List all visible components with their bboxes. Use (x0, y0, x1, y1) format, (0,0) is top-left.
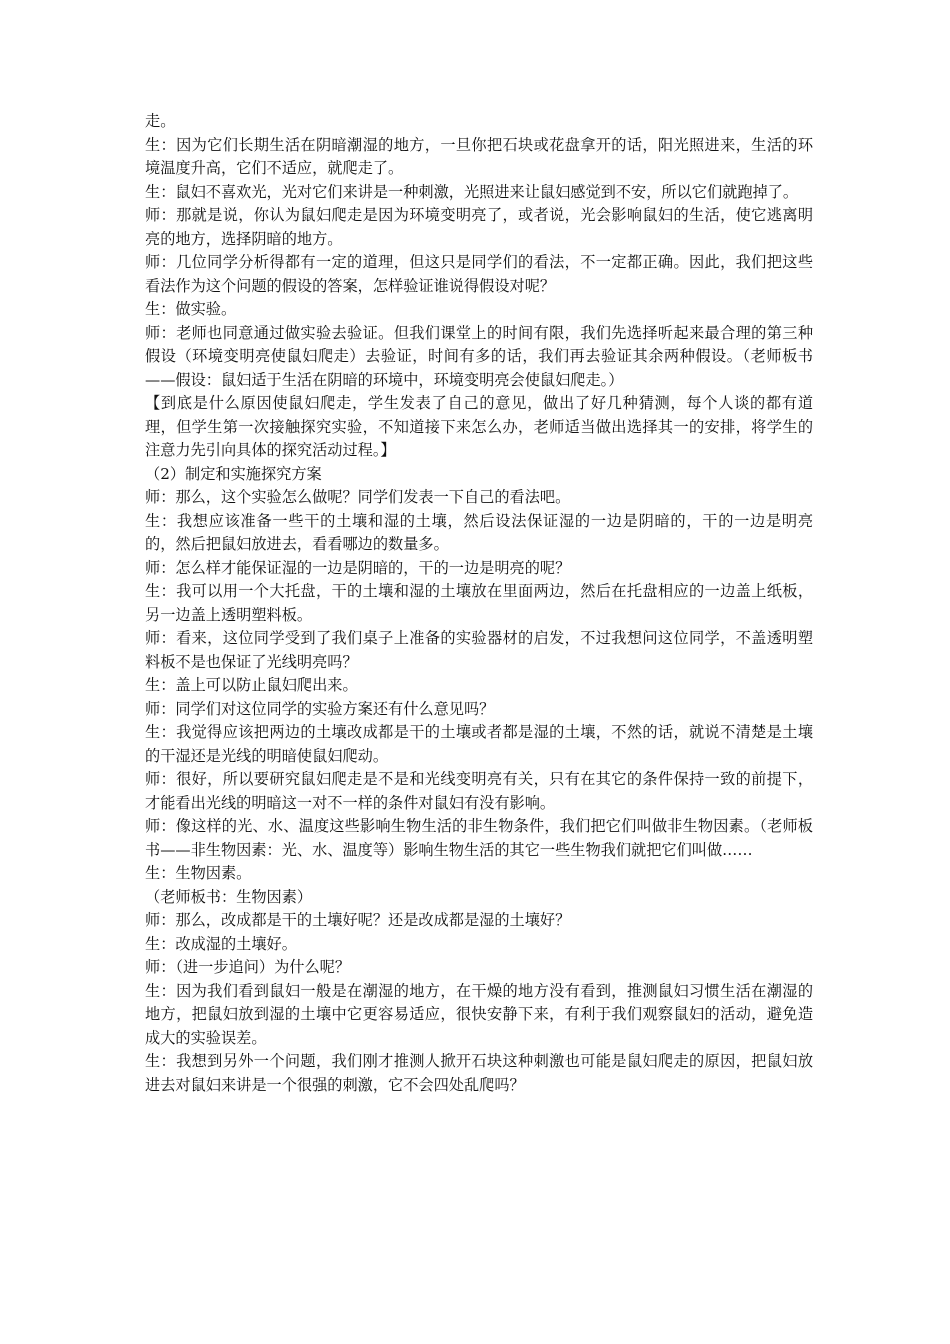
paragraph-teacher-10: 师：那么，改成都是干的土壤好呢？还是改成都是湿的土壤好？ (145, 911, 571, 929)
paragraph-teacher-5: 师：怎么样才能保证湿的一边是阴暗的，干的一边是明亮的呢？ (145, 558, 571, 577)
paragraph-student-6: 生：盖上可以防止鼠妇爬出来。 (145, 676, 358, 694)
paragraph-continuation: 走。 (145, 112, 176, 130)
document-body (145, 110, 813, 1097)
paragraph-teacher-8: 师：很好，所以要研究鼠妇爬走是不是和光线变明亮有关，只有在其它的条件保持一致的前提下，才能看出光线的明暗这一对不一样的条件对鼠妇有没有影响。 (145, 770, 813, 812)
paragraph-student-11: 生：我想到另外一个问题，我们刚才推测人掀开石块这种刺激也可能是鼠妇爬走的原因，把鼠妇放进去对鼠妇来讲是一个很强的刺激，它不会四处乱爬吗？ (145, 1052, 813, 1094)
section-heading: （2）制定和实施探究方案 (145, 464, 322, 483)
paragraph-teacher-11: 师：（进一步追问）为什么呢？ (145, 958, 351, 976)
paragraph-student-7: 生：我觉得应该把两边的土壤改成都是干的土壤或者都是湿的土壤，不然的话，就说不清楚是土壤的干湿还是光线的明暗使鼠妇爬动。 (145, 723, 813, 765)
paragraph-student-9: 生：改成湿的土壤好。 (145, 934, 297, 953)
paragraph-teacher-2: 师：几位同学分析得都有一定的道理，但这只是同学们的看法，不一定都正确。因此，我们把这些看法作为这个问题的假设的答案，怎样验证谁说得假设对呢？ (145, 253, 813, 295)
paragraph-student-8: 生：生物因素。 (145, 864, 252, 882)
paragraph-teacher-1: 师：那就是说，你认为鼠妇爬走是因为环境变明亮了，或者说，光会影响鼠妇的生活，使它逃离明亮的地方，选择阴暗的地方。 (145, 206, 813, 248)
paragraph-student-1: 生：因为它们长期生活在阴暗潮湿的地方，一旦你把石块或花盘拿开的话，阳光照进来，生活的环境温度升高，它们不适应，就爬走了。 (145, 135, 813, 177)
paragraph-commentary: 【到底是什么原因使鼠妇爬走，学生发表了自己的意见，做出了好几种猜测，每个人谈的都有道理，但学生第一次接触探究实验，不知道接下来怎么办，老师适当做出选择其一的安排，将学生的注意力先引向具体的探究活动过程。】 (145, 394, 813, 459)
paragraph-student-4: 生：我想应该准备一些干的土壤和湿的土壤，然后设法保证湿的一边是阴暗的，干的一边是明亮的，然后把鼠妇放进去，看看哪边的数量多。 (145, 511, 813, 553)
paragraph-student-3: 生：做实验。 (145, 300, 237, 318)
paragraph-teacher-7: 师：同学们对这位同学的实验方案还有什么意见吗？ (145, 699, 495, 718)
paragraph-student-10: 生：因为我们看到鼠妇一般是在潮湿的地方，在干燥的地方没有看到，推测鼠妇习惯生活在潮湿的地方，把鼠妇放到湿的土壤中它更容易适应，很快安静下来，有利于我们观察鼠妇的活动，避免造成大的实验误差。 (145, 981, 813, 1047)
paragraph-board-note: （老师板书：生物因素） (145, 887, 313, 906)
paragraph-teacher-6: 师：看来，这位同学受到了我们桌子上准备的实验器材的启发，不过我想问这位同学，不盖透明塑料板不是也保证了光线明亮吗？ (145, 629, 813, 671)
paragraph-teacher-3: 师：老师也同意通过做实验去验证。但我们课堂上的时间有限，我们先选择听起来最合理的第三种假设（环境变明亮使鼠妇爬走）去验证，时间有多的话，我们再去验证其余两种假设。（老师板书——假设：鼠妇适于生活在阴暗的环境中，环境变明亮会使鼠妇爬走。） (145, 323, 813, 389)
paragraph-teacher-9: 师：像这样的光、水、温度这些影响生物生活的非生物条件，我们把它们叫做非生物因素。（老师板书——非生物因素：光、水、温度等）影响生物生活的其它一些生物我们就把它们叫做…… (145, 817, 813, 859)
paragraph-student-5: 生：我可以用一个大托盘，干的土壤和湿的土壤放在里面两边，然后在托盘相应的一边盖上纸板，另一边盖上透明塑料板。 (145, 582, 813, 624)
paragraph-student-2: 生：鼠妇不喜欢光，光对它们来讲是一种刺激，光照进来让鼠妇感觉到不安，所以它们就跑掉了。 (145, 182, 799, 201)
paragraph-teacher-4: 师：那么，这个实验怎么做呢？同学们发表一下自己的看法吧。 (145, 488, 571, 506)
